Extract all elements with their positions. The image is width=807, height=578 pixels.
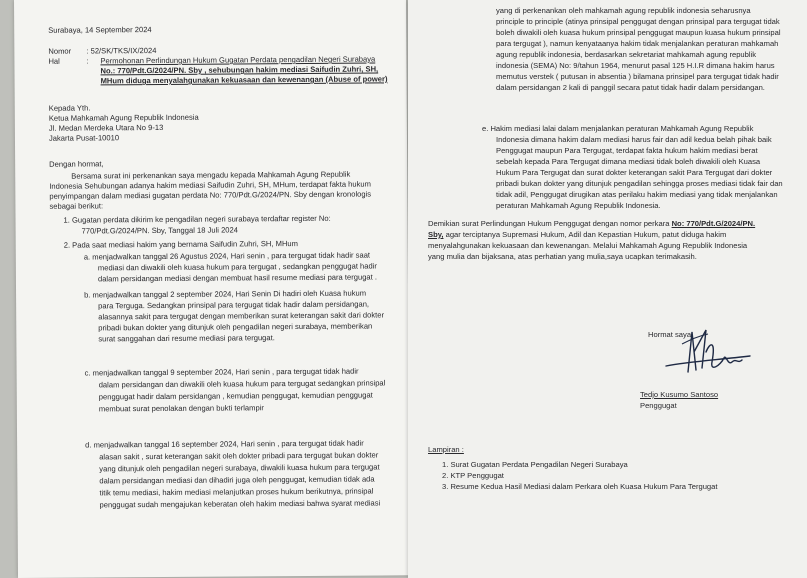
sub-c-line: penggugat hadir dalam persidangan , kemudian penggugat, kemudian penggugat bbox=[98, 390, 373, 402]
sub-b-line: para Terguga. Sedangkan prinsipal para tergugat tidak hadir dalam persidangan, bbox=[98, 299, 370, 311]
sub-e-line: Penggugat maupun Para Tergugat, terdapat fakta hukum hakim mediasi berat bbox=[496, 146, 758, 155]
sub-a-line: dalam persidangan mediasi dengan membuat hasil resume mediasi para tergugat . bbox=[97, 272, 378, 284]
sub-e-line: peraturan Mahkamah Agung Republik Indonesia. bbox=[496, 201, 661, 210]
sub-e-line: e. Hakim mediasi lalai dalam menjalankan peraturan Mahkamah Agung Republik bbox=[482, 124, 754, 133]
kepada-line: Kepada Yth. bbox=[48, 103, 91, 113]
continuation-line: para tergugat ), namun kenyataanya hakim tidak menjalankan peraturan mahkamah bbox=[496, 39, 779, 48]
sub-b-line: surat sanggahan dari resume mediasi para tergugat. bbox=[98, 333, 275, 344]
intro-line: Indonesia Sehubungan adanya hakim mediasi Saifudin Zuhri, SH, MHum, terdapat fakta hukum bbox=[49, 179, 371, 191]
closing-line-1 bbox=[428, 219, 755, 229]
kepada-line: Jakarta Pusat-10010 bbox=[48, 133, 120, 143]
closing-line: menyalahgunakan kekuasaan dan kewenangan. Melalui Mahkamah Agung Republik Indonesia bbox=[428, 241, 748, 250]
sub-b-line: pribadi bukan dokter yang ditunjuk oleh pengadilan negeri surabaya, memberikan bbox=[98, 321, 373, 333]
sub-c-line: c. menjadwalkan tanggal 9 september 2024, Hari senin , para tergugat tidak hadir bbox=[84, 366, 359, 378]
continuation-line: memutus verstek ( putusan in absentia ) bilamana prinsipel para tergugat tidak hadir bbox=[496, 72, 779, 81]
nomor-label: Nomor bbox=[48, 46, 72, 56]
hal-line: No.: 770/Pdt.G/2024/PN. Sby , sehubungan hakim mediasi Saifudin Zuhri, SH, bbox=[100, 64, 379, 76]
sub-c-line: membuat surat penolakan dengan bukti terlampir bbox=[98, 403, 264, 414]
item-2-line: 2. Pada saat mediasi hakim yang bernama Saifudin Zuhri, SH, MHum bbox=[63, 239, 298, 250]
nomor-value: : 52/SK/TKS/IX/2024 bbox=[86, 46, 157, 56]
sub-e-line: Indonesia dimana hakim dalam mediasi harus fair dan adil kedua belah pihak baik bbox=[496, 135, 772, 144]
continuation-line: agung republik indonesia, berdasarkan sekretariat mahkamah agung republik bbox=[496, 50, 757, 59]
signature-icon bbox=[646, 322, 756, 384]
sub-e-line: tidak adil, Penggugat dirugikan atas perilaku hakim mediasi yang tidak menjalankan bbox=[496, 190, 778, 199]
hormat-saya: Hormat saya, bbox=[648, 330, 694, 339]
sub-c-line: dalam persidangan dan diwakili oleh kuasa hukum para tergugat sedangkan prinsipal bbox=[98, 378, 386, 390]
continuation-line: principle to principle (atinya prinsipal penggugat dengan prinsipal para tergugat tidak bbox=[496, 17, 780, 26]
continuation-line: dalam persidangan 2 kali di panggil secara patut tidak hadir dalam persidangan. bbox=[496, 83, 765, 92]
signer-name: Tedjo Kusumo Santoso bbox=[640, 390, 719, 399]
lampiran-item: 2. KTP Penggugat bbox=[442, 471, 504, 480]
signer-role: Penggugat bbox=[640, 401, 677, 410]
hal-line: Permohonan Perlindungan Hukum Gugatan Perdata pengadilan Negeri Surabaya bbox=[100, 54, 376, 66]
kepada-line: Ketua Mahkamah Agung Republik Indonesia bbox=[48, 112, 199, 123]
sub-a-line: mediasi dan diwakili oleh kuasa hukum para tergugat , sedangkan penggugat hadir bbox=[97, 261, 377, 273]
sub-b-line: b. menjadwalkan tanggal 2 september 2024, Hari Senin Di hadiri oleh Kuasa hukum bbox=[84, 288, 367, 300]
case-number-cont: Sby, bbox=[428, 230, 444, 239]
lampiran-title: Lampiran : bbox=[428, 445, 464, 454]
hal-label: Hal bbox=[48, 56, 60, 66]
intro-line: sebagai berikut: bbox=[49, 201, 104, 211]
sub-d-line: alasan sakit , surat keterangan sakit oleh dokter pribadi para tergugat bukan dokter bbox=[99, 450, 379, 462]
sub-a-line: a. menjadwalkan tanggal 26 Agustus 2024, Hari senin , para tergugat tidak hadir saat bbox=[83, 250, 371, 262]
intro-line: Bersama surat ini perkenankan saya mengadu kepada Mahkamah Agung Republik bbox=[71, 169, 351, 181]
sub-d-line: yang ditunjuk oleh pengadilan negeri surabaya, diwakili kuasa hukum para tergugat bbox=[99, 462, 380, 474]
hal-line: MHum diduga menyalahgunakan kekuasaan dan kewenangan (Abuse of power) bbox=[100, 74, 388, 86]
item-1-line: 1. Gugatan perdata dikirim ke pengadilan negeri surabaya terdaftar register No: bbox=[63, 213, 331, 225]
lampiran-item: 3. Resume Kedua Hasil Mediasi dalam Perkara oleh Kuasa Hukum Para Tergugat bbox=[442, 482, 718, 491]
sub-b-line: alasannya sakit para tergugat dengan memberikan surat keterangan sakit dari dokter bbox=[98, 310, 385, 322]
closing-line-2 bbox=[428, 230, 726, 240]
intro-line: penyimpangan dalam mediasi gugatan perdata No: 770/Pdt.G/2024/PN. Sby dengan kronologis bbox=[49, 189, 372, 201]
case-number: No: 770/Pdt.G/2024/PN. bbox=[671, 219, 756, 228]
sub-d-line: titik temu mediasi, hakim mediasi melanjutkan proses hukum berikutnya, prinsipal bbox=[99, 486, 374, 498]
hal-colon: : bbox=[86, 56, 89, 66]
closing-text: Demikian surat Perlindungan Hukum Penggugat dengan nomor perkara bbox=[428, 219, 672, 228]
closing-text: agar terciptanya Supremasi Hukum, Adil dan Kepastian Hukum, patut diduga hakim bbox=[443, 230, 727, 239]
sub-d-line: penggugat sudah mengajukan keberatan oleh hakim mediasi bahwa syarat mediasi bbox=[99, 498, 381, 510]
closing-line: yang mulia dan bijaksana, atas perhatian yang mulia,saya ucapkan terimakasih. bbox=[428, 252, 697, 261]
continuation-line: yang di perkenankan oleh mahkamah agung republik indonesia seharusnya bbox=[496, 6, 751, 15]
lampiran-item: 1. Surat Gugatan Perdata Pengadilan Negeri Surabaya bbox=[442, 460, 628, 469]
letter-page-2 bbox=[408, 0, 807, 578]
letter-page-1 bbox=[14, 0, 410, 578]
sub-d-line: dalam persidangan mediasi dan dihadiri juga oleh penggugat, kemudian tidak ada bbox=[99, 474, 375, 486]
sub-e-line: sebelah kepada Para Tergugat dimana mediasi tidak boleh diwakili oleh Kuasa bbox=[496, 157, 761, 166]
salam: Dengan hormat, bbox=[49, 159, 104, 169]
item-1-line: 770/Pdt.G/2024/PN. Sby, Tanggal 18 Juli 2024 bbox=[81, 225, 238, 236]
sub-e-line: Hukum Para Tergugat dan surat dokter keterangan sakit Para Tergugat dari dokter bbox=[496, 168, 773, 177]
continuation-line: indonesia (SEMA) No: 9/tahun 1964, menurut pasal 125 H.I.R dimana hakim harus bbox=[496, 61, 775, 70]
sub-e-line: pribadi bukan dokter yang ditunjuk pengadilan sehingga proses mediasi tidak fair dan bbox=[496, 179, 783, 188]
sub-d-line: d. menjadwalkan tanggal 16 september 2024, Hari senin , para tergugat tidak hadir bbox=[85, 438, 364, 450]
letter-date: Surabaya, 14 September 2024 bbox=[48, 25, 152, 35]
kepada-line: Jl. Medan Merdeka Utara No 9-13 bbox=[48, 122, 164, 133]
continuation-line: boleh diwakili oleh kuasa hukum prinsipal penggugat maupun kuasa hukum prinsipal bbox=[496, 28, 781, 37]
